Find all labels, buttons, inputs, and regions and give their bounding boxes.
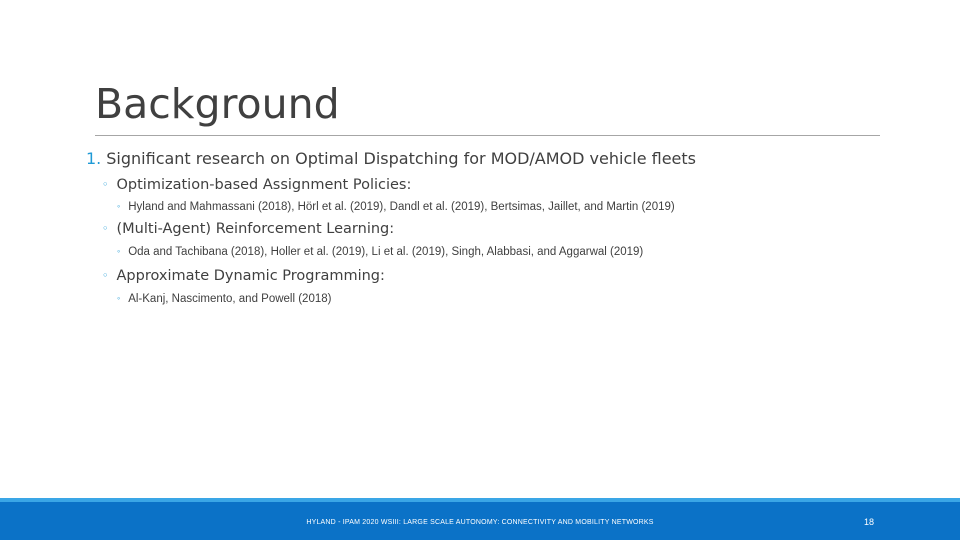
footer-bar [0, 498, 960, 540]
list-item-main [86, 149, 696, 168]
section-heading-text: Optimization-based Assignment Policies: [116, 177, 412, 193]
list-item-number: 1. [86, 149, 102, 168]
reference-text: Oda and Tachibana (2018), Holler et al. (2019), Li et al. (2019), Singh, Alabbasi, and Aggarwal (2019) [128, 246, 644, 258]
bullet-icon: ◦ [117, 201, 121, 211]
reference-adp [117, 293, 331, 305]
bullet-icon: ◦ [117, 246, 121, 256]
slide-title: Background [95, 80, 340, 128]
bullet-icon: ◦ [102, 222, 109, 235]
section-heading-text: (Multi-Agent) Reinforcement Learning: [116, 221, 395, 237]
bullet-icon: ◦ [102, 178, 109, 191]
footer-accent-strip [0, 498, 960, 502]
reference-text: Al-Kanj, Nascimento, and Powell (2018) [128, 293, 332, 305]
bullet-icon: ◦ [102, 269, 109, 282]
page-number: 18 [863, 517, 874, 527]
section-heading-adp [102, 268, 385, 284]
reference-rl [117, 246, 643, 258]
list-item-text: Significant research on Optimal Dispatching for MOD/AMOD vehicle fleets [106, 149, 696, 168]
reference-optimization [117, 201, 675, 213]
footer-text: HYLAND - IPAM 2020 WSIII: LARGE SCALE AUTONOMY: CONNECTIVITY AND MOBILITY NETWORKS [306, 519, 654, 526]
bullet-icon: ◦ [117, 293, 121, 303]
reference-text: Hyland and Mahmassani (2018), Hörl et al. (2019), Dandl et al. (2019), Bertsimas, Jaillet, and Martin (2019) [128, 201, 675, 213]
section-heading-rl [102, 221, 394, 237]
section-heading-text: Approximate Dynamic Programming: [116, 268, 385, 284]
title-divider [95, 135, 880, 136]
section-heading-optimization [102, 177, 411, 193]
